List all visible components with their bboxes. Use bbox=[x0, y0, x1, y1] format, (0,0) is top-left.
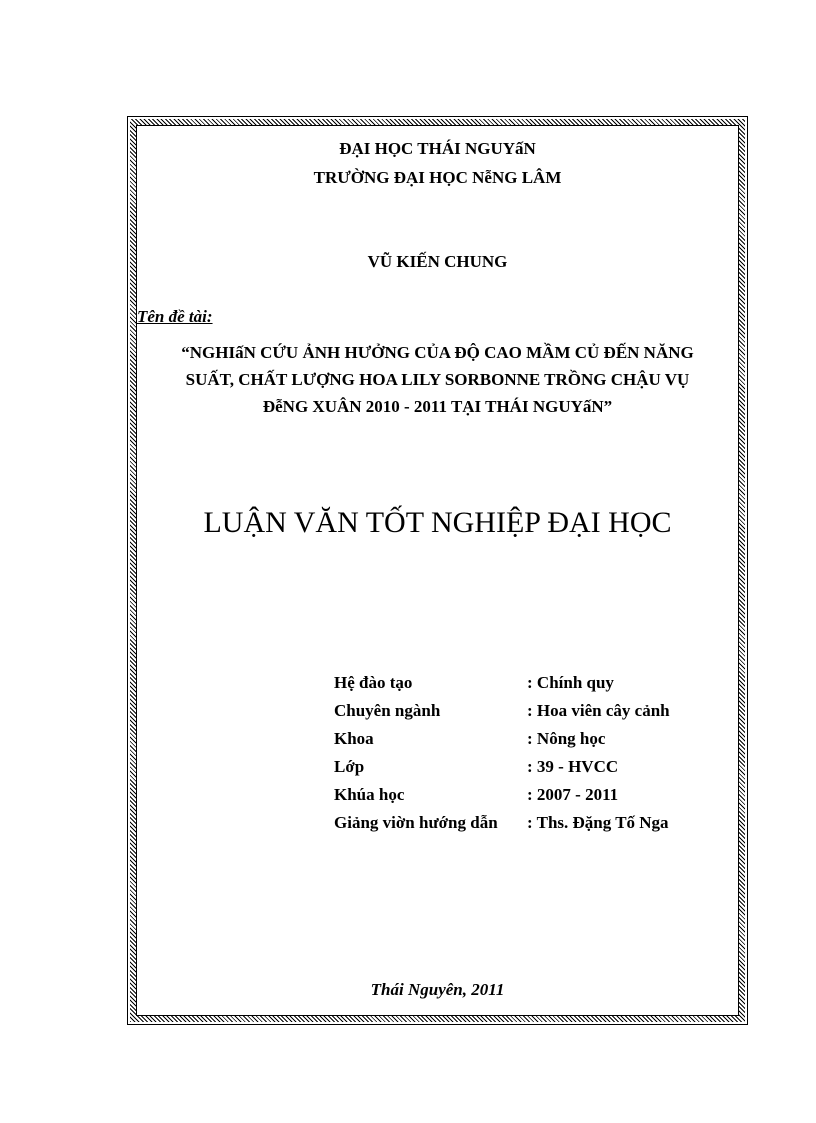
info-label-course: Khúa học bbox=[334, 785, 405, 804]
info-value-faculty: : Nông học bbox=[527, 729, 606, 748]
info-label-training: Hệ đào tạo bbox=[334, 673, 413, 692]
thesis-type-title: LUẬN VĂN TỐT NGHIỆP ĐẠI HỌC bbox=[203, 506, 672, 539]
info-value-supervisor: : Ths. Đặng Tố Nga bbox=[527, 813, 669, 832]
place-date: Thái Nguyên, 2011 bbox=[370, 980, 505, 999]
topic-line-1: “NGHIấN CỨU ẢNH HƯỞNG CỦA ĐỘ CAO MẦM CỦ ĐẾN NĂNG bbox=[181, 343, 694, 362]
university-name: ĐẠI HỌC THÁI NGUYấN bbox=[339, 139, 536, 158]
info-value-major: : Hoa viên cây cảnh bbox=[527, 701, 670, 720]
info-label-class: Lớp bbox=[334, 757, 365, 776]
topic-label: Tên đề tài: bbox=[137, 307, 213, 326]
info-label-major: Chuyên ngành bbox=[334, 701, 441, 720]
info-value-course: : 2007 - 2011 bbox=[527, 785, 619, 804]
topic-line-3: ĐễNG XUÂN 2010 - 2011 TẠI THÁI NGUYấN” bbox=[262, 397, 613, 416]
topic-line-2: SUẤT, CHẤT LƯỢNG HOA LILY SORBONNE TRỒNG CHẬU VỤ bbox=[185, 370, 690, 389]
info-label-faculty: Khoa bbox=[334, 729, 374, 748]
info-value-class: : 39 - HVCC bbox=[527, 757, 619, 776]
info-label-supervisor: Giảng viờn hướng dẫn bbox=[334, 813, 498, 832]
info-value-training: : Chính quy bbox=[527, 673, 614, 692]
author-name: VŨ KIẾN CHUNG bbox=[367, 252, 508, 271]
college-name: TRƯỜNG ĐẠI HỌC NễNG LÂM bbox=[313, 168, 562, 187]
